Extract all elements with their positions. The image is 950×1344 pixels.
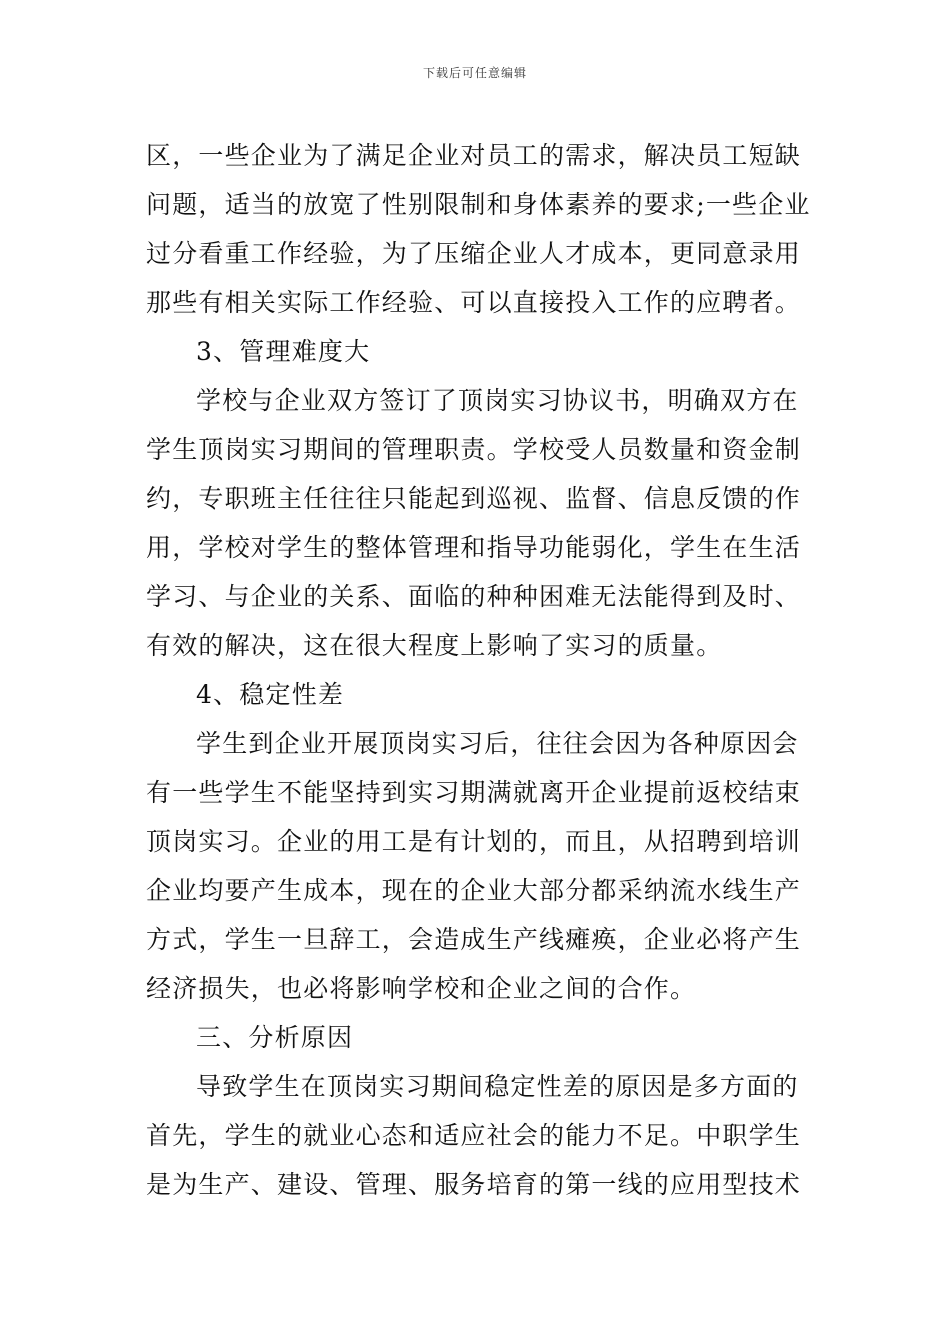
body-line: 是为生产、建设、管理、服务培育的第一线的应用型技术 xyxy=(146,1170,802,1199)
body-line: 企业均要产生成本，现在的企业大部分都采纳流水线生产 xyxy=(146,876,802,905)
paragraph-first-line: 学校与企业双方签订了顶岗实习协议书，明确双方在 xyxy=(196,386,799,415)
paragraph-first-line: 导致学生在顶岗实习期间稳定性差的原因是多方面的 xyxy=(196,1072,799,1101)
body-line: 过分看重工作经验，为了压缩企业人才成本，更同意录用 xyxy=(146,239,802,268)
body-line: 方式，学生一旦辞工，会造成生产线瘫痪，企业必将产生 xyxy=(146,925,802,954)
body-line: 用，学校对学生的整体管理和指导功能弱化，学生在生活 xyxy=(146,533,802,562)
body-line: 经济损失，也必将影响学校和企业之间的合作。 xyxy=(146,974,697,1003)
body-line: 区，一些企业为了满足企业对员工的需求，解决员工短缺 xyxy=(146,141,802,170)
section-heading: 4、稳定性差 xyxy=(196,680,345,709)
page-header: 下载后可任意编辑 xyxy=(422,66,527,80)
body-line: 问题，适当的放宽了性别限制和身体素养的要求;一些企业 xyxy=(146,190,811,219)
body-line: 学生顶岗实习期间的管理职责。学校受人员数量和资金制 xyxy=(146,435,802,464)
body-line: 顶岗实习。企业的用工是有计划的，而且，从招聘到培训 xyxy=(146,827,802,856)
section-heading: 3、管理难度大 xyxy=(196,337,371,366)
section-heading: 三、分析原因 xyxy=(196,1023,354,1052)
body-line: 约，专职班主任往往只能起到巡视、监督、信息反馈的作 xyxy=(146,484,802,513)
body-line: 首先，学生的就业心态和适应社会的能力不足。中职学生 xyxy=(146,1121,802,1150)
body-line: 那些有相关实际工作经验、可以直接投入工作的应聘者。 xyxy=(146,288,802,317)
body-line: 有一些学生不能坚持到实习期满就离开企业提前返校结束 xyxy=(146,778,802,807)
document-body xyxy=(146,131,811,1209)
body-line: 学习、与企业的关系、面临的种种困难无法能得到及时、 xyxy=(146,582,802,611)
body-line: 有效的解决，这在很大程度上影响了实习的质量。 xyxy=(146,631,723,660)
paragraph-first-line: 学生到企业开展顶岗实习后，往往会因为各种原因会 xyxy=(196,729,799,758)
